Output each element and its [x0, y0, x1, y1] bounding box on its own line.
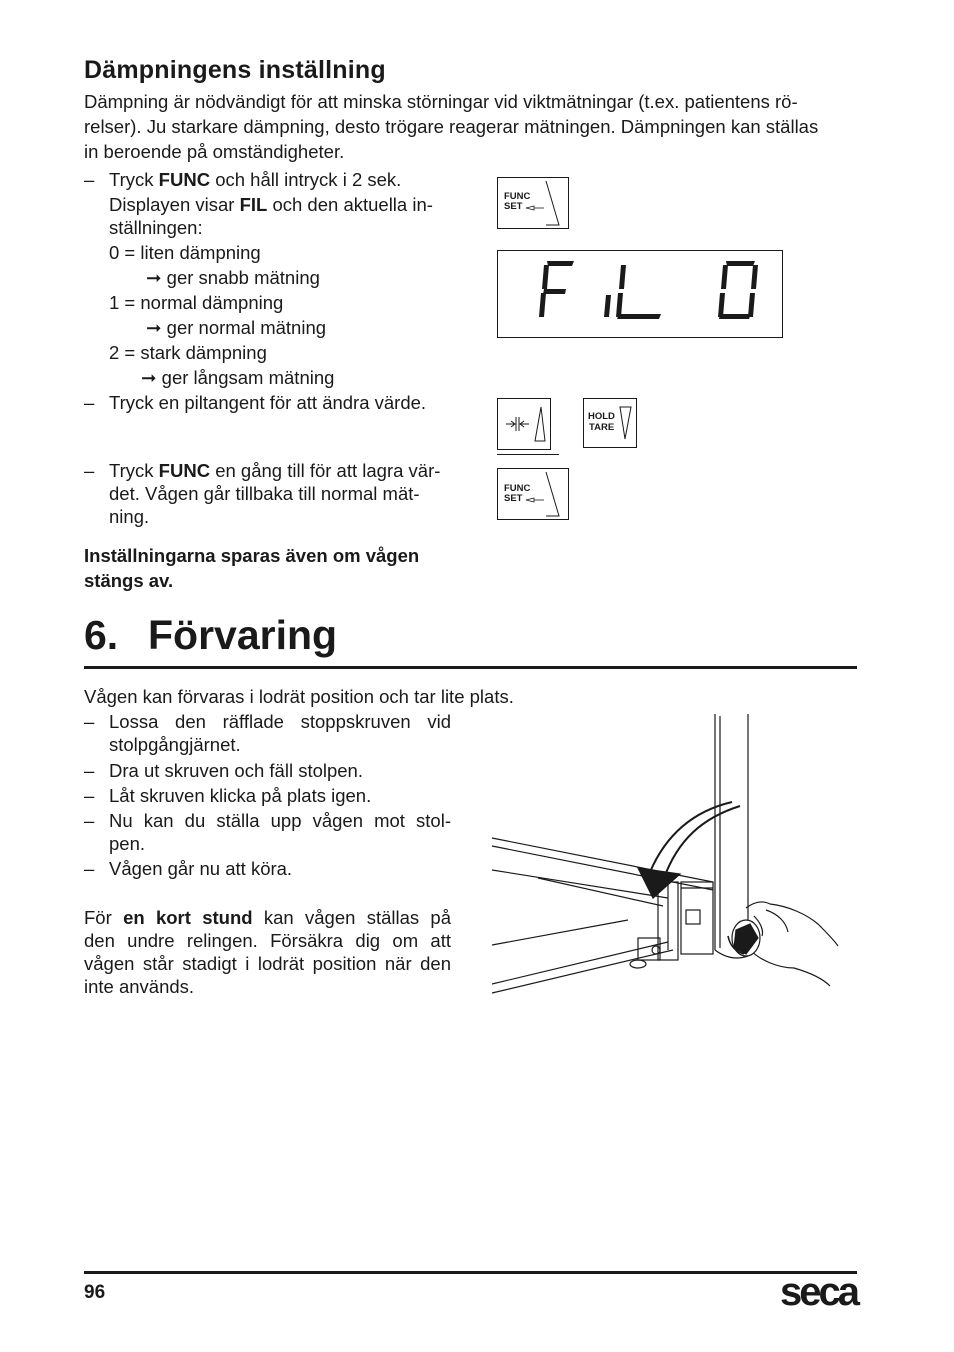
- lcd-segment: [547, 261, 574, 266]
- text: kan vågen ställas på: [252, 907, 452, 928]
- lcd-segment: [721, 265, 728, 289]
- note-line: Inställningarna sparas även om vågen: [84, 545, 420, 566]
- list-item-cont: pen.: [109, 833, 146, 854]
- brand-logo: seca: [780, 1270, 857, 1314]
- key-label: SET: [504, 201, 523, 212]
- text: en gång till för att lagra vär-: [210, 460, 441, 481]
- text: För: [84, 907, 124, 928]
- display-code: FIL: [239, 194, 268, 215]
- lcd-segment: [543, 289, 566, 294]
- step-list: [0, 459, 470, 534]
- list-dash: –: [84, 711, 95, 732]
- arrow-icon: ➞: [146, 317, 162, 338]
- down-triangle-icon: [584, 399, 636, 447]
- list-item-cont: ning.: [109, 506, 150, 527]
- lcd-segment: [719, 314, 751, 319]
- text: ger långsam mätning: [161, 367, 335, 388]
- text: och den aktuella in-: [267, 194, 433, 215]
- note-line: stängs av.: [84, 570, 174, 591]
- option-label: 2 = stark dämpning: [109, 342, 267, 363]
- intro-line: relser). Ju starkare dämpning, desto trögare reagerar mätningen. Dämpningen kan ställas: [84, 116, 819, 137]
- key-label: TARE: [589, 422, 615, 433]
- footer-rule: [84, 1271, 857, 1274]
- key-label: SET: [504, 493, 523, 504]
- list-item: Dra ut skruven och fäll stolpen.: [109, 760, 363, 781]
- list-item: [109, 459, 440, 482]
- option-result: [146, 265, 320, 290]
- key-name: FUNC: [158, 460, 211, 481]
- note-line: vågen står stadigt i lodrät position när den: [84, 953, 451, 974]
- lcd-segment: [617, 314, 661, 319]
- list-dash: –: [84, 169, 95, 190]
- list-dash: –: [84, 810, 95, 831]
- lcd-segment: [619, 265, 626, 289]
- storage-note: [84, 906, 451, 998]
- heading-rule: [84, 666, 857, 669]
- list-dash: –: [84, 760, 95, 781]
- lcd-segment: [748, 293, 755, 317]
- note-line: [84, 906, 451, 929]
- list-item: Lossa den räfflade stoppskruven vid: [109, 711, 451, 732]
- hold-tare-key-icon: [583, 398, 637, 448]
- scale-folding-illustration: [488, 710, 848, 1005]
- text: ger snabb mätning: [166, 267, 320, 288]
- lcd-segment: [542, 265, 549, 289]
- arrow-left-icon: [498, 178, 568, 228]
- lcd-segment: [751, 265, 758, 289]
- text: Tryck: [109, 169, 159, 190]
- list-dash: –: [84, 858, 95, 879]
- list-dash: –: [84, 392, 95, 413]
- storage-steps: [0, 710, 470, 890]
- lcd-segment: [604, 295, 611, 317]
- chapter-title: Förvaring: [148, 612, 338, 658]
- list-item-cont: det. Vågen går tillbaka till normal mät-: [109, 483, 420, 504]
- lcd-segment: [539, 293, 546, 317]
- list-item: Vågen går nu att köra.: [109, 858, 293, 879]
- note: [84, 543, 419, 593]
- arrow-left-icon: [498, 469, 568, 519]
- note-line: inte används.: [84, 976, 195, 997]
- zero-arrows-icon: [498, 399, 550, 449]
- intro-line: Dämpning är nödvändigt för att minska störningar vid viktmätningar (t.ex. patientens rö-: [84, 91, 798, 112]
- intro-paragraph: [84, 89, 818, 164]
- step-list: [0, 167, 470, 427]
- text: och håll intryck i 2 sek.: [210, 169, 402, 190]
- func-set-key-icon: [497, 468, 569, 520]
- option-label: 1 = normal dämpning: [109, 292, 284, 313]
- section-heading: Dämpningens inställning: [84, 56, 386, 84]
- page-number: 96: [84, 1282, 106, 1303]
- emphasis: en kort stund: [123, 907, 253, 928]
- lcd-segment: [616, 293, 623, 317]
- divider: [497, 454, 559, 455]
- text: ger normal mätning: [166, 317, 327, 338]
- list-dash: –: [84, 785, 95, 806]
- option-result: [141, 365, 334, 390]
- note-line: den undre relingen. Försäkra dig om att: [84, 930, 451, 951]
- storage-intro: Vågen kan förvaras i lodrät position och tar lite plats.: [84, 686, 514, 707]
- list-item-cont: ställningen:: [109, 217, 203, 238]
- list-item-cont: stolpgångjärnet.: [109, 734, 241, 755]
- arrow-icon: ➞: [146, 267, 162, 288]
- lcd-segment: [726, 261, 755, 266]
- lcd-digits: [498, 251, 782, 337]
- list-item-cont: [109, 192, 433, 217]
- chapter-heading: [84, 612, 337, 659]
- key-label: HOLD: [588, 411, 615, 422]
- option-label: 0 = liten dämpning: [109, 242, 261, 263]
- text: Tryck: [109, 460, 159, 481]
- key-label: FUNC: [504, 483, 531, 494]
- option-result: [146, 315, 326, 340]
- list-item: Låt skruven klicka på plats igen.: [109, 785, 372, 806]
- lcd-segment: [718, 293, 725, 317]
- key-label: FUNC: [504, 191, 531, 202]
- list-item: Nu kan du ställa upp vågen mot stol-: [109, 810, 451, 831]
- arrow-icon: ➞: [141, 367, 157, 388]
- text: Displayen visar: [109, 194, 240, 215]
- list-item: Tryck en piltangent för att ändra värde.: [109, 392, 427, 413]
- list-dash: –: [84, 460, 95, 481]
- list-item: [109, 167, 401, 192]
- chapter-number: 6.: [84, 612, 119, 658]
- key-name: FUNC: [158, 169, 211, 190]
- lcd-display: [497, 250, 783, 338]
- func-set-key-icon: [497, 177, 569, 229]
- intro-line: in beroende på omständigheter.: [84, 141, 345, 162]
- zero-key-icon: [497, 398, 551, 450]
